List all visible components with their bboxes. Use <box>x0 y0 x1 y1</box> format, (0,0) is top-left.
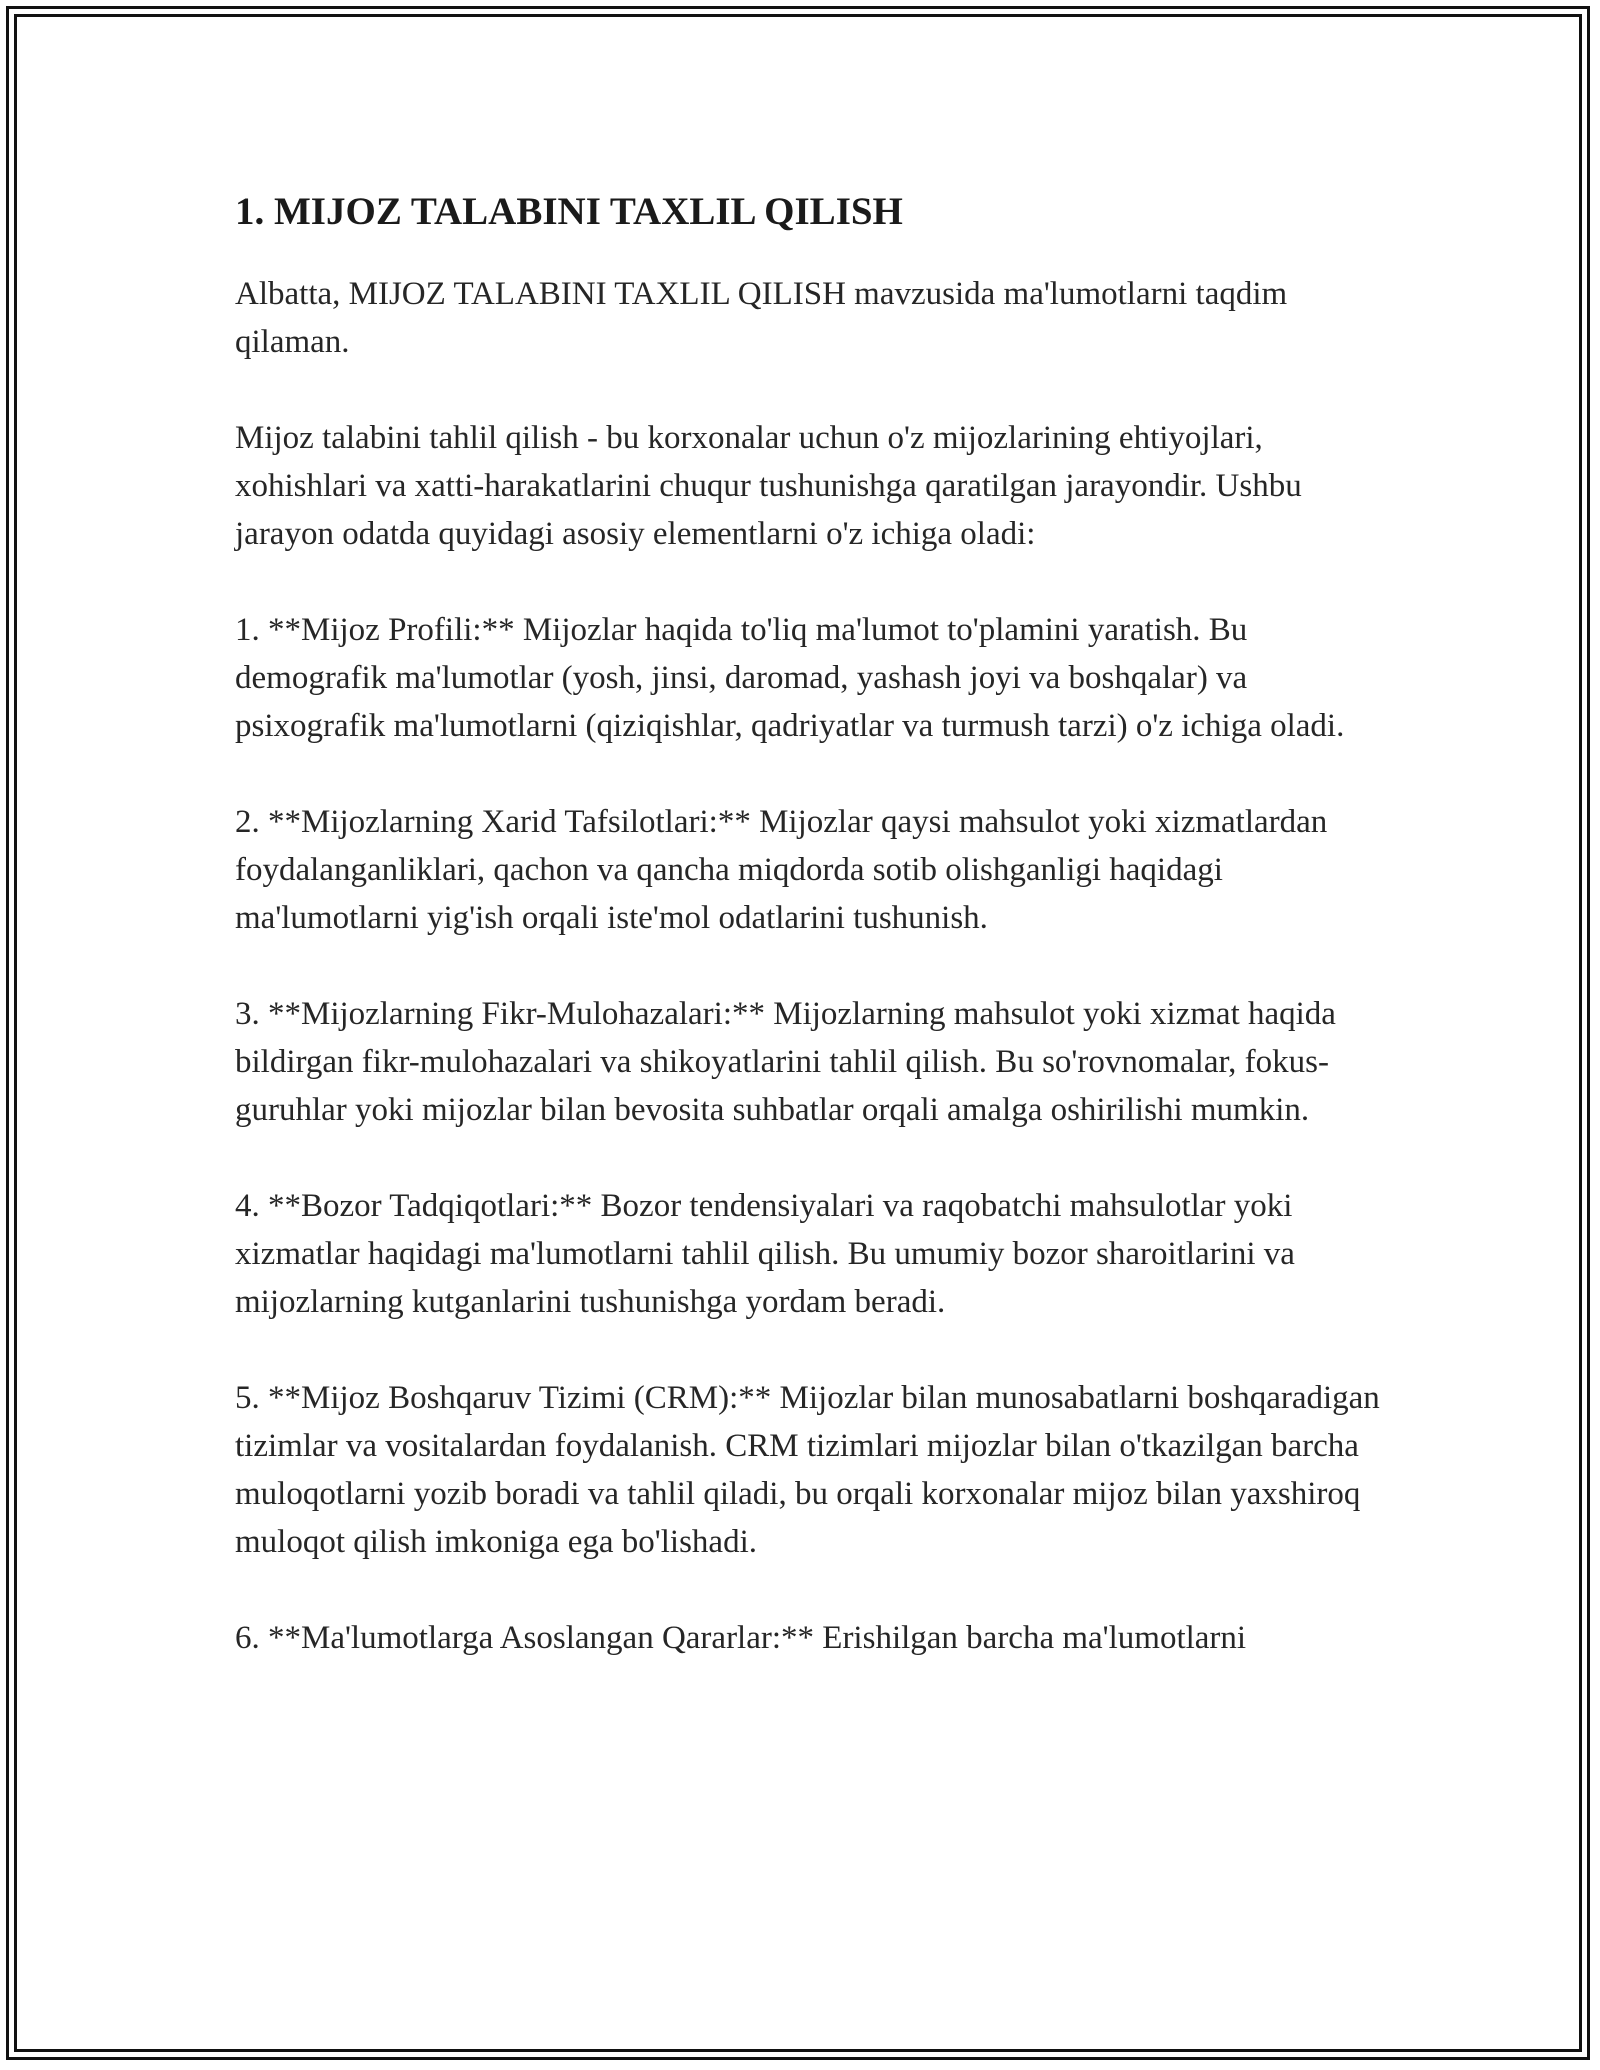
list-item-xarid-tafsilotlari: 2. **Mijozlarning Xarid Tafsilotlari:** Mijozlar qaysi mahsulot yoki xizmatlardan foydalanganliklari, qachon va qancha miqdorda sotib olishganligi haqidagi ma'lumotlarni yig'ish orqali iste'mol odatlarini tushunish. <box>235 804 1328 936</box>
list-item-qararlar: 6. **Ma'lumotlarga Asoslangan Qararlar:** Erishilgan barcha ma'lumotlarni <box>235 1620 1247 1656</box>
list-item-crm: 5. **Mijoz Boshqaruv Tizimi (CRM):** Mijozlar bilan munosabatlarni boshqaradigan tizimlar va vositalardan foydalanish. CRM tizimlari mijozlar bilan o'tkazilgan barcha muloqotlarni yozib boradi va tahlil qiladi, bu orqali korxonalar mijoz bilan yaxshiroq muloqot qilish imkoniga ega bo'lishadi. <box>235 1380 1380 1560</box>
document-body <box>235 184 1385 1710</box>
document-title: 1. MIJOZ TALABINI TAXLIL QILISH <box>235 190 903 233</box>
list-item-mijoz-profili: 1. **Mijoz Profili:** Mijozlar haqida to'liq ma'lumot to'plamini yaratish. Bu demografik ma'lumotlar (yosh, jinsi, daromad, yashash joyi va boshqalar) va psixografik ma'lumotlarni (qiziqishlar, qadriyatlar va turmush tarzi) o'z ichiga oladi. <box>235 612 1345 744</box>
definition-paragraph: Mijoz talabini tahlil qilish - bu korxonalar uchun o'z mijozlarining ehtiyojlari, xohishlari va xatti-harakatlarini chuqur tushunishga qaratilgan jarayondir. Ushbu jarayon odatda quyidagi asosiy elementlarni o'z ichiga oladi: <box>235 420 1302 552</box>
intro-paragraph: Albatta, MIJOZ TALABINI TAXLIL QILISH mavzusida ma'lumotlarni taqdim qilaman. <box>235 276 1288 360</box>
list-item-fikr-mulohazalari: 3. **Mijozlarning Fikr-Mulohazalari:** Mijozlarning mahsulot yoki xizmat haqida bildirgan fikr-mulohazalari va shikoyatlarini tahlil qilish. Bu so'rovnomalar, fokus-guruhlar yoki mijozlar bilan bevosita suhbatlar orqali amalga oshirilishi mumkin. <box>235 996 1336 1128</box>
list-item-bozor-tadqiqotlari: 4. **Bozor Tadqiqotlari:** Bozor tendensiyalari va raqobatchi mahsulotlar yoki xizmatlar haqidagi ma'lumotlarni tahlil qilish. Bu umumiy bozor sharoitlarini va mijozlarning kutganlarini tushunishga yordam beradi. <box>235 1188 1295 1320</box>
